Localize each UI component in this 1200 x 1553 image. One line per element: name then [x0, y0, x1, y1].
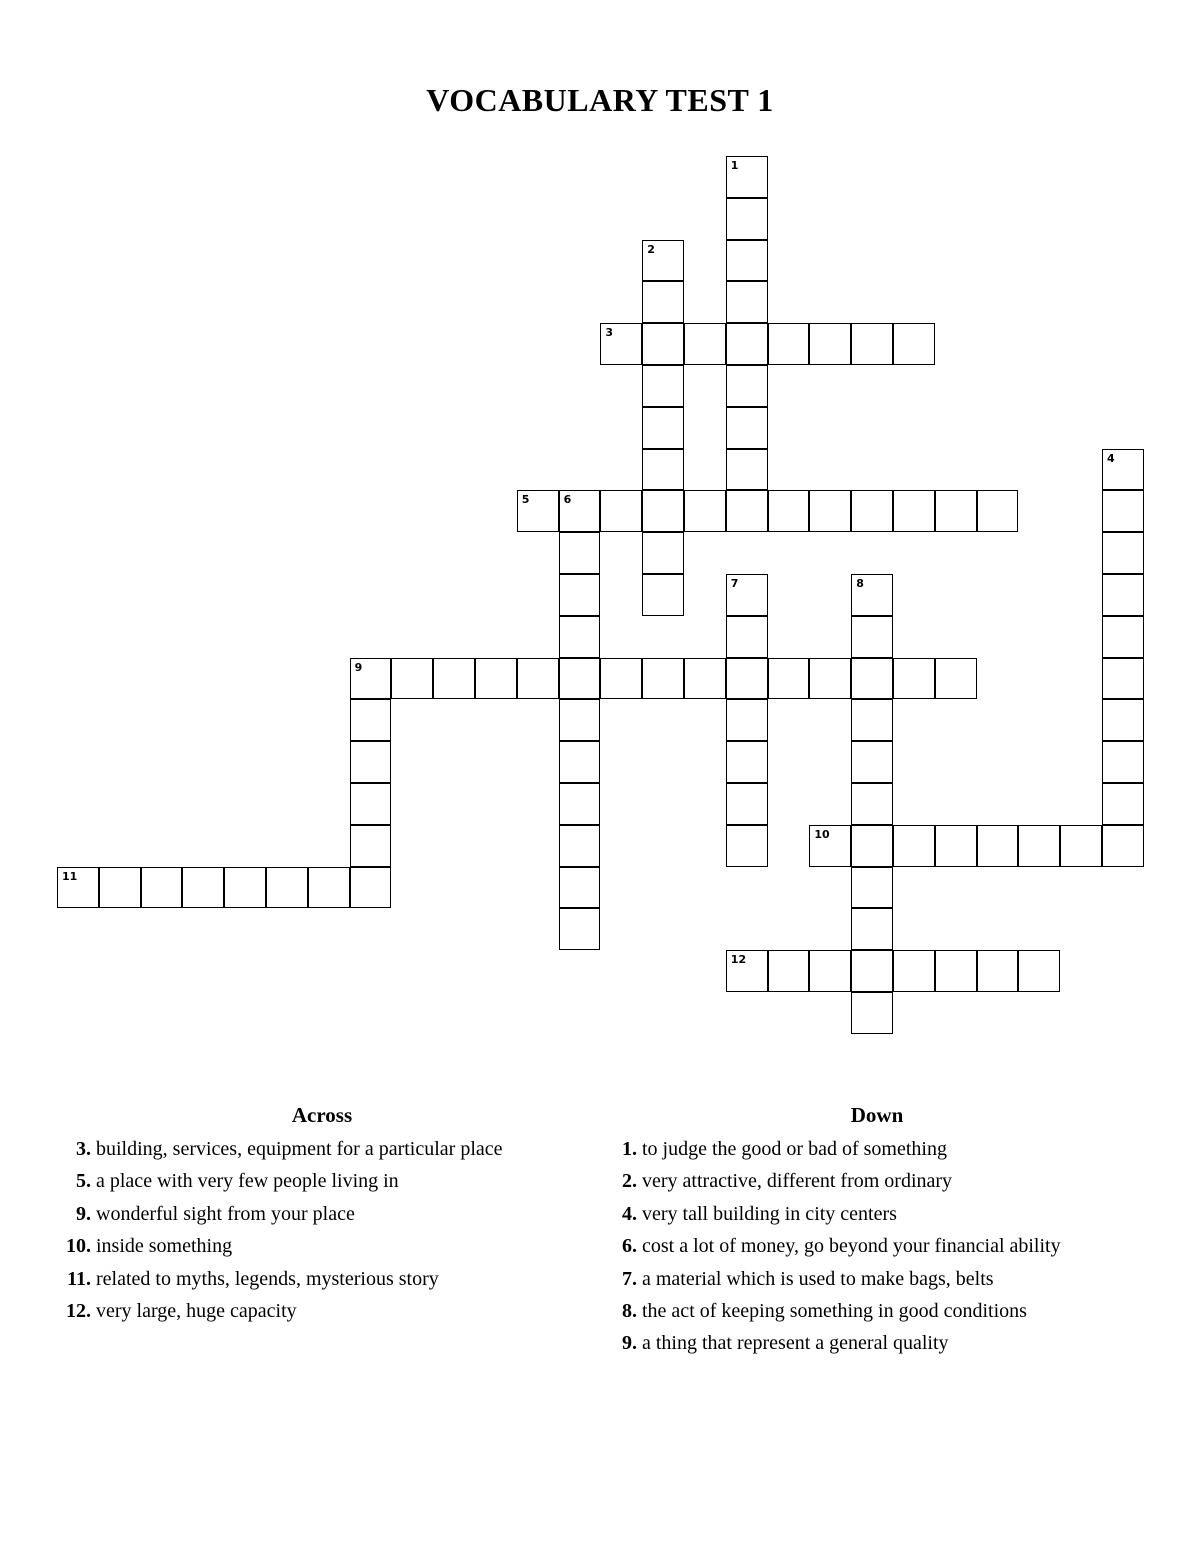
crossword-cell[interactable] [851, 783, 893, 825]
clue-text: very large, huge capacity [96, 1299, 297, 1322]
crossword-cell[interactable] [977, 490, 1019, 532]
clue-number: 1. [622, 1138, 637, 1160]
crossword-cell[interactable] [684, 658, 726, 700]
crossword-cell[interactable] [851, 867, 893, 909]
clue-text: a place with very few people living in [96, 1170, 399, 1193]
clue-text: related to myths, legends, mysterious story [96, 1267, 439, 1290]
clue-number-label: 6 [563, 493, 572, 507]
across-heading: Across [291, 1103, 353, 1127]
crossword-cell[interactable] [350, 658, 392, 700]
clue-item [612, 1328, 1172, 1360]
clue-number-label: 5 [521, 493, 530, 507]
clue-item [612, 1166, 1172, 1198]
across-clues [62, 1102, 592, 1328]
clue-number-label: 4 [1107, 451, 1115, 465]
crossword-cell[interactable] [809, 825, 851, 867]
clue-number: 2. [622, 1170, 637, 1193]
clue-text: a thing that represent a general quality [642, 1332, 949, 1355]
crossword-cell[interactable] [600, 323, 642, 365]
clue-number: 9. [76, 1202, 91, 1225]
crossword-cell[interactable] [768, 658, 810, 700]
crossword-cell[interactable] [57, 867, 99, 909]
crossword-cell[interactable] [726, 950, 768, 992]
clue-text: the act of keeping something in good conditions [642, 1299, 1027, 1322]
clue-item [62, 1264, 592, 1296]
clue-number-label: 7 [730, 577, 739, 590]
crossword-cell[interactable] [559, 699, 601, 741]
crossword-cell[interactable] [851, 992, 893, 1034]
clue-number: 11. [67, 1267, 91, 1290]
clue-number-label: 8 [856, 577, 864, 590]
crossword-cell[interactable] [642, 658, 684, 700]
crossword-cell[interactable] [1102, 783, 1144, 825]
crossword-cell[interactable] [350, 825, 392, 867]
crossword-cell[interactable] [1102, 532, 1144, 574]
crossword-cell[interactable] [851, 323, 893, 365]
crossword-cell[interactable] [851, 490, 893, 532]
crossword-cell[interactable] [350, 867, 392, 909]
crossword-cell[interactable] [141, 867, 183, 909]
crossword-cell[interactable] [1102, 574, 1144, 616]
crossword-cell[interactable] [851, 616, 893, 658]
clue-item [612, 1264, 1172, 1296]
crossword-cell[interactable] [559, 574, 601, 616]
clue-item [612, 1231, 1172, 1263]
crossword-cell[interactable] [726, 365, 768, 407]
clue-text: inside something [96, 1235, 233, 1258]
crossword-cell[interactable] [935, 658, 977, 700]
crossword-cell[interactable] [559, 825, 601, 867]
crossword-cell[interactable] [642, 240, 684, 282]
crossword-cell[interactable] [559, 490, 601, 532]
clue-text: wonderful sight from your place [96, 1202, 355, 1225]
crossword-cell[interactable] [851, 950, 893, 992]
crossword-cell[interactable] [726, 490, 768, 532]
crossword-cell[interactable] [600, 658, 642, 700]
clue-text: very attractive, different from ordinary [642, 1170, 953, 1193]
crossword-cell[interactable] [1102, 658, 1144, 700]
crossword-cell[interactable] [726, 825, 768, 867]
crossword-cell[interactable] [726, 198, 768, 240]
crossword-cell[interactable] [1018, 825, 1060, 867]
crossword-cell[interactable] [559, 532, 601, 574]
crossword-cell[interactable] [851, 699, 893, 741]
page-title: VOCABULARY TEST 1 [426, 82, 774, 118]
clue-number-label: 3 [605, 326, 614, 340]
crossword-cell[interactable] [642, 490, 684, 532]
crossword-cell[interactable] [726, 449, 768, 491]
crossword-cell[interactable] [475, 658, 517, 700]
clue-item [62, 1166, 592, 1198]
crossword-cell[interactable] [809, 658, 851, 700]
crossword-cell[interactable] [726, 156, 768, 198]
clue-number: 3. [76, 1138, 91, 1160]
crossword-cell[interactable] [517, 490, 559, 532]
clue-number: 5. [76, 1170, 91, 1193]
crossword-cell[interactable] [1102, 825, 1144, 867]
crossword-cell[interactable] [768, 950, 810, 992]
clue-item [62, 1296, 592, 1328]
crossword-cell[interactable] [726, 574, 768, 616]
clue-number: 9. [622, 1332, 637, 1355]
crossword-cell[interactable] [935, 950, 977, 992]
crossword-cell[interactable] [559, 741, 601, 783]
crossword-cell[interactable] [642, 323, 684, 365]
clue-item [62, 1199, 592, 1231]
crossword-cell[interactable] [642, 532, 684, 574]
crossword-cell[interactable] [809, 323, 851, 365]
clue-number-label: 10 [814, 827, 830, 841]
crossword-cell[interactable] [350, 741, 392, 783]
crossword-cell[interactable] [893, 950, 935, 992]
crossword-cell[interactable] [726, 741, 768, 783]
crossword-cell[interactable] [642, 281, 684, 323]
crossword-cell[interactable] [391, 658, 433, 700]
clue-number-label: 1 [730, 159, 739, 172]
crossword-cell[interactable] [726, 783, 768, 825]
crossword-cell[interactable] [433, 658, 475, 700]
clue-text: to judge the good or bad of something [642, 1138, 947, 1160]
crossword-cell[interactable] [642, 574, 684, 616]
clue-text: building, services, equipment for a particular place [96, 1138, 503, 1160]
crossword-cell[interactable] [726, 658, 768, 700]
crossword-cell[interactable] [768, 323, 810, 365]
crossword-cell[interactable] [1060, 825, 1102, 867]
clue-text: cost a lot of money, go beyond your financial ability [642, 1235, 1061, 1258]
crossword-cell[interactable] [726, 281, 768, 323]
crossword-cell[interactable] [851, 658, 893, 700]
clue-number: 4. [622, 1202, 637, 1225]
crossword-cell[interactable] [1102, 699, 1144, 741]
crossword-cell[interactable] [726, 240, 768, 282]
clue-item [62, 1134, 592, 1166]
crossword-cell[interactable] [684, 323, 726, 365]
clue-item [612, 1134, 1172, 1166]
crossword-cell[interactable] [893, 825, 935, 867]
crossword-cell[interactable] [977, 825, 1019, 867]
crossword-cell[interactable] [559, 783, 601, 825]
crossword-cell[interactable] [1102, 449, 1144, 491]
crossword-cell[interactable] [1102, 741, 1144, 783]
crossword-cell[interactable] [809, 490, 851, 532]
crossword-cell[interactable] [308, 867, 350, 909]
crossword-cell[interactable] [684, 490, 726, 532]
crossword-cell[interactable] [182, 867, 224, 909]
clue-number: 8. [622, 1299, 637, 1322]
crossword-cell[interactable] [350, 783, 392, 825]
clue-item [612, 1199, 1172, 1231]
crossword-cell[interactable] [224, 867, 266, 909]
clue-item [612, 1296, 1172, 1328]
crossword-cell[interactable] [642, 365, 684, 407]
clue-number: 6. [622, 1235, 637, 1258]
clue-number-label: 12 [730, 953, 747, 967]
clue-text: very tall building in city centers [642, 1202, 897, 1225]
crossword-cell[interactable] [350, 699, 392, 741]
crossword-cell[interactable] [977, 950, 1019, 992]
crossword-cell[interactable] [893, 658, 935, 700]
crossword-cell[interactable] [1018, 950, 1060, 992]
crossword-cell[interactable] [851, 741, 893, 783]
crossword-cell[interactable] [851, 825, 893, 867]
clue-number-label: 11 [62, 869, 78, 883]
clue-item [62, 1231, 592, 1263]
crossword-cell[interactable] [726, 616, 768, 658]
clue-number: 12. [66, 1299, 91, 1322]
crossword-cell[interactable] [600, 490, 642, 532]
crossword-cell[interactable] [768, 490, 810, 532]
crossword-cell[interactable] [893, 323, 935, 365]
crossword-cell[interactable] [559, 867, 601, 909]
crossword-cell[interactable] [726, 699, 768, 741]
down-clues [612, 1102, 1172, 1361]
crossword-cell[interactable] [642, 449, 684, 491]
crossword-cell[interactable] [851, 908, 893, 950]
clue-number-label: 2 [647, 242, 655, 256]
crossword-cell[interactable] [1102, 616, 1144, 658]
clue-text: a material which is used to make bags, belts [642, 1267, 994, 1290]
crossword-cell[interactable] [935, 825, 977, 867]
crossword-cell[interactable] [559, 616, 601, 658]
crossword-cell[interactable] [517, 658, 559, 700]
crossword-cell[interactable] [642, 407, 684, 449]
crossword-cell[interactable] [726, 407, 768, 449]
clue-number: 7. [622, 1267, 637, 1290]
crossword-cell[interactable] [935, 490, 977, 532]
crossword-cell[interactable] [266, 867, 308, 909]
crossword-cell[interactable] [559, 658, 601, 700]
crossword-cell[interactable] [809, 950, 851, 992]
crossword-cell[interactable] [851, 574, 893, 616]
crossword-cell[interactable] [726, 323, 768, 365]
clue-number-label: 9 [354, 660, 363, 674]
crossword-cell[interactable] [559, 908, 601, 950]
clue-number: 10. [66, 1235, 91, 1258]
crossword-cell[interactable] [1102, 490, 1144, 532]
down-heading: Down [850, 1103, 904, 1127]
crossword-cell[interactable] [893, 490, 935, 532]
crossword-cell[interactable] [99, 867, 141, 909]
